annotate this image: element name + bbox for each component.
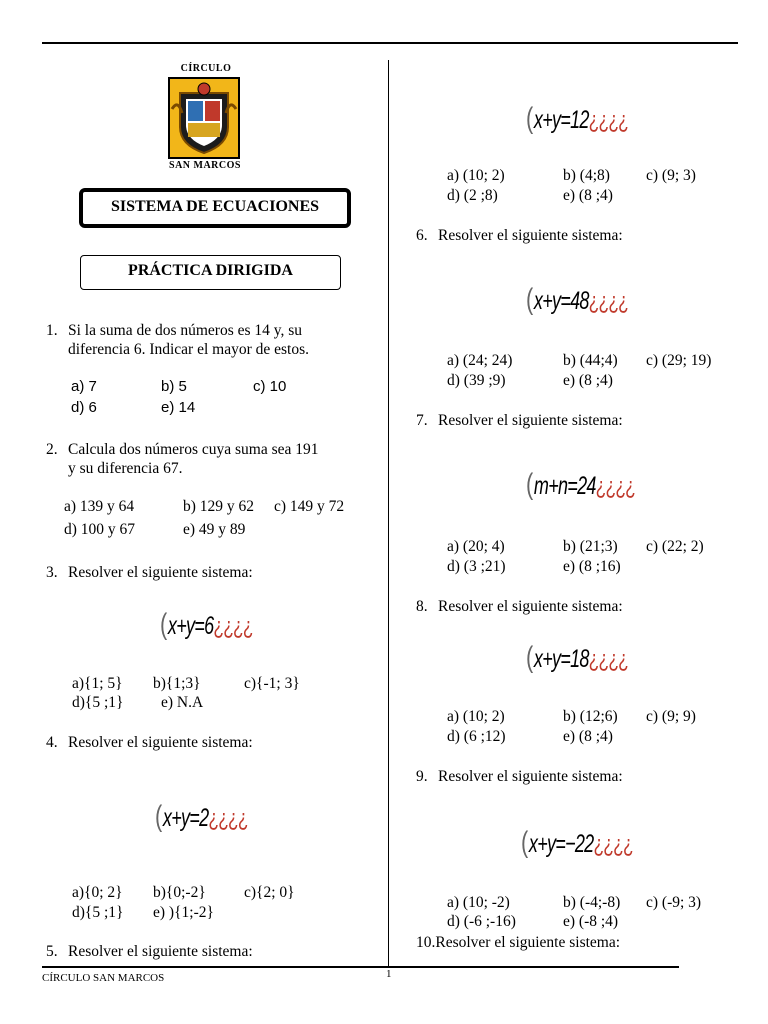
question-number: 3. [46,564,58,581]
question-10 [416,933,620,952]
question-number: 8. [416,598,428,615]
option-a: a) (10; -2) [447,894,510,911]
question-text: Resolver el siguiente sistema: [68,564,253,581]
emblem-top-text: CÍRCULO [180,63,232,74]
equation-junk: ¿¿¿¿ [595,473,636,500]
question-text: Resolver el siguiente sistema: [438,412,623,429]
equation-7: (m+n=24¿¿¿¿ [526,468,636,501]
question-text-cont: diferencia 6. Indicar el mayor de estos. [68,341,310,358]
option-c: c){2; 0} [244,884,295,901]
option-d: d) 6 [71,399,97,416]
question-2 [46,440,366,478]
option-c: c) 10 [253,378,287,395]
question-8 [416,597,623,616]
question-number: 6. [416,227,428,244]
option-e: e) (8 ;4) [563,187,613,204]
question-text: Resolver el siguiente sistema: [68,734,253,751]
option-c: c){-1; 3} [244,675,300,692]
equation-3: (x+y=6¿¿¿¿ [160,608,253,641]
question-5 [46,942,253,961]
option-a: a) (20; 4) [447,538,505,555]
equation-6: (x+y=48¿¿¿¿ [526,283,628,316]
equation-text: x+y=48 [533,287,589,315]
option-b: b) (4;8) [563,167,610,184]
option-a: a){0; 2} [72,884,123,901]
footer-text: CÍRCULO SAN MARCOS [42,972,165,984]
equation-text: x+y=−22 [528,830,594,858]
top-rule [42,42,738,44]
question-6 [416,226,623,245]
emblem-bottom-text: SAN MARCOS [169,160,241,171]
question-text: Resolver el siguiente sistema: [438,227,623,244]
bottom-rule [42,966,679,968]
option-d: d) (39 ;9) [447,372,506,389]
option-c: c) (9; 9) [646,708,696,725]
option-e: e) 49 y 89 [183,521,246,538]
option-b: b) 5 [161,378,187,395]
option-c: c) (29; 19) [646,352,712,369]
question-text-cont: y su diferencia 67. [68,460,183,477]
option-e: e) (8 ;4) [563,728,613,745]
question-number: 7. [416,412,428,429]
equation-text: x+y=2 [162,804,209,832]
option-a: a) 139 y 64 [64,498,135,515]
question-number: 2. [46,441,58,458]
question-text: Resolver el siguiente sistema: [68,943,253,960]
equation-text: x+y=18 [533,645,589,673]
page-subtitle: PRÁCTICA DIRIGIDA [80,255,341,290]
column-divider [388,60,389,968]
equation-junk: ¿¿¿¿ [588,107,628,134]
option-a: a) 7 [71,378,97,395]
question-7 [416,411,623,430]
equation-text: x+y=12 [533,106,589,134]
question-9 [416,767,623,786]
equation-5: (x+y=12¿¿¿¿ [526,102,628,135]
question-4 [46,733,253,752]
question-text: Calcula dos números cuya suma sea 191 [68,441,319,458]
option-d: d){5 ;1} [72,694,124,711]
equation-9: (x+y=−22¿¿¿¿ [521,826,633,859]
option-e: e) 14 [161,399,196,416]
question-number: 5. [46,943,58,960]
option-b: b){0;-2} [153,884,206,901]
option-b: b) (12;6) [563,708,618,725]
crest-icon [170,79,238,157]
equation-text: m+n=24 [533,472,596,500]
option-d: d) (6 ;12) [447,728,506,745]
equation-8: (x+y=18¿¿¿¿ [526,641,628,674]
equation-text: x+y=6 [167,612,214,640]
option-a: a) (10; 2) [447,708,505,725]
question-number: 9. [416,768,428,785]
equation-junk: ¿¿¿¿ [213,613,253,640]
option-e: e) (8 ;4) [563,372,613,389]
question-number: 10. [416,934,436,951]
option-b: b){1;3} [153,675,201,692]
option-e: e) (8 ;16) [563,558,621,575]
san-marcos-emblem [168,77,240,159]
option-d: d) (2 ;8) [447,187,498,204]
question-text: Resolver el siguiente sistema: [435,934,621,951]
question-text: Resolver el siguiente sistema: [438,598,623,615]
option-a: a){1; 5} [72,675,123,692]
option-c: c) (-9; 3) [646,894,702,911]
option-b: b) (-4;-8) [563,894,621,911]
option-d: d) (-6 ;-16) [447,913,516,930]
question-1 [46,321,364,359]
option-b: b) 129 y 62 [183,498,255,515]
question-text: Si la suma de dos números es 14 y, su [68,322,303,339]
option-e: e) ){1;-2} [153,904,214,921]
question-3 [46,563,253,582]
equation-junk: ¿¿¿¿ [588,288,628,315]
question-number: 4. [46,734,58,751]
option-d: d) 100 y 67 [64,521,136,538]
question-text: Resolver el siguiente sistema: [438,768,623,785]
option-c: c) 149 y 72 [274,498,345,515]
option-a: a) (24; 24) [447,352,513,369]
equation-junk: ¿¿¿¿ [588,646,628,673]
equation-4: (x+y=2¿¿¿¿ [155,800,248,833]
option-d: d){5 ;1} [72,904,124,921]
option-d: d) (3 ;21) [447,558,506,575]
equation-junk: ¿¿¿¿ [208,805,248,832]
option-e: e) N.A [161,694,204,711]
question-number: 1. [46,322,58,339]
option-c: c) (22; 2) [646,538,704,555]
option-e: e) (-8 ;4) [563,913,619,930]
option-c: c) (9; 3) [646,167,696,184]
page-number: 1 [386,968,392,980]
equation-junk: ¿¿¿¿ [593,831,633,858]
page-title: SISTEMA DE ECUACIONES [79,188,351,228]
option-b: b) (21;3) [563,538,618,555]
option-b: b) (44;4) [563,352,618,369]
option-a: a) (10; 2) [447,167,505,184]
